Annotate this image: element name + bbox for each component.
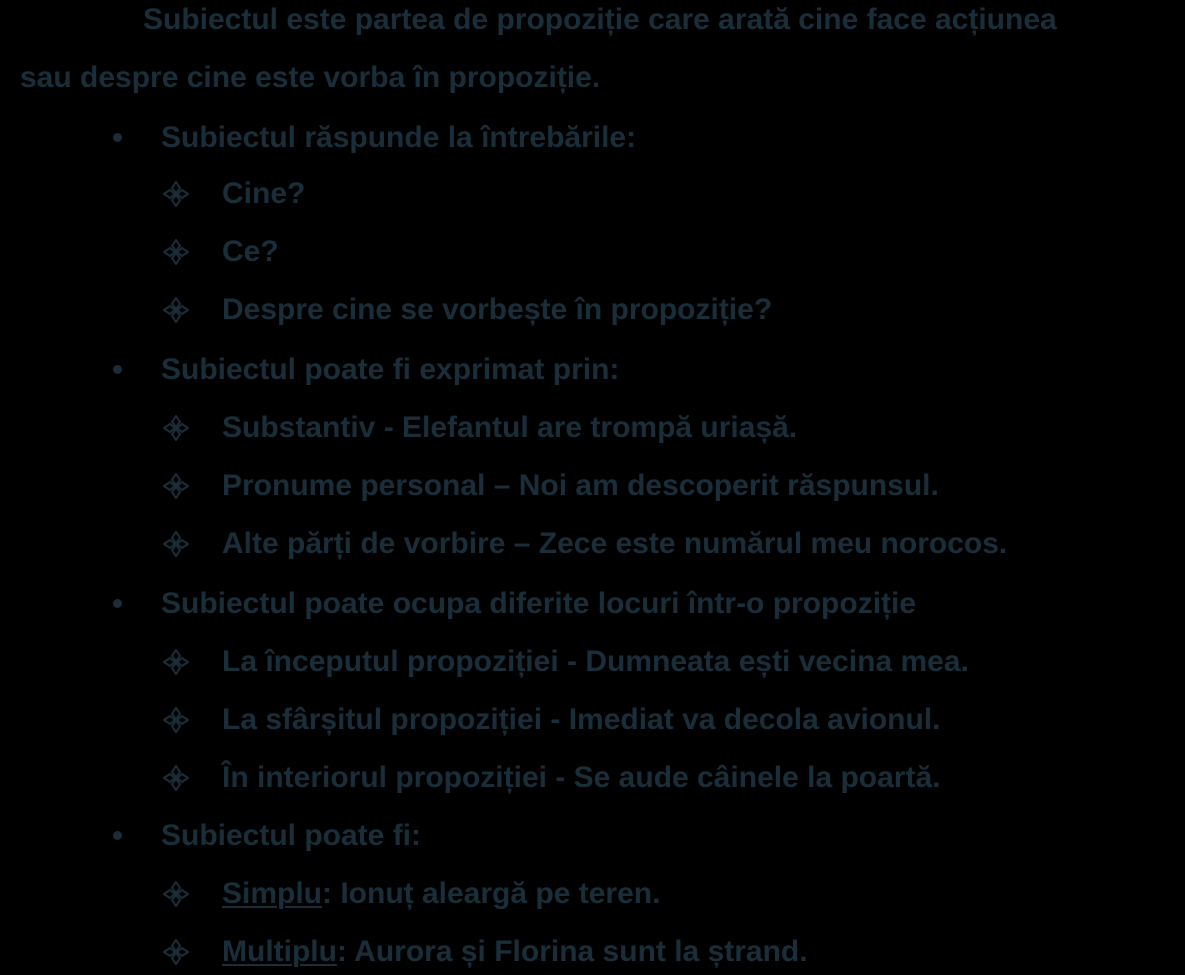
four-diamond-bullet-icon — [163, 881, 189, 907]
four-diamond-bullet-icon — [163, 473, 189, 499]
four-diamond-bullet-icon — [163, 181, 189, 207]
four-diamond-bullet-icon — [163, 939, 189, 965]
list-item: Substantiv - Elefantul are trompă uriașă. — [222, 411, 798, 444]
term-label: Multiplu — [222, 935, 337, 968]
four-diamond-bullet-icon — [163, 649, 189, 675]
round-bullet-icon — [113, 599, 122, 608]
term-example: : Ionuț aleargă pe teren. — [322, 877, 661, 910]
list-item: Cine? — [222, 177, 306, 210]
term-example: : Aurora și Florina sunt la ștrand. — [336, 935, 808, 968]
four-diamond-bullet-icon — [163, 531, 189, 557]
section-heading: Subiectul poate ocupa diferite locuri într-o propoziție — [161, 587, 917, 620]
round-bullet-icon — [113, 365, 122, 374]
list-item: Alte părți de vorbire – Zece este numărul meu norocos. — [222, 527, 1008, 560]
four-diamond-bullet-icon — [163, 765, 189, 791]
list-item — [222, 935, 808, 969]
list-item — [222, 877, 660, 911]
section-heading: Subiectul poate fi: — [161, 819, 422, 852]
intro-line-1: Subiectul este partea de propoziție care arată cine face acțiunea — [143, 3, 1057, 36]
four-diamond-bullet-icon — [163, 415, 189, 441]
four-diamond-bullet-icon — [163, 297, 189, 323]
term-label: Simplu — [222, 877, 323, 910]
round-bullet-icon — [113, 831, 122, 840]
section-heading: Subiectul poate fi exprimat prin: — [161, 353, 620, 386]
list-item: La sfârșitul propoziției - Imediat va decola avionul. — [222, 703, 941, 736]
list-item: Pronume personal – Noi am descoperit răspunsul. — [222, 469, 939, 502]
round-bullet-icon — [113, 133, 122, 142]
intro-line-2: sau despre cine este vorba în propoziție. — [20, 61, 601, 94]
list-item: În interiorul propoziției - Se aude câinele la poartă. — [222, 761, 941, 794]
four-diamond-bullet-icon — [163, 239, 189, 265]
list-item: La începutul propoziției - Dumneata ești vecina mea. — [222, 645, 969, 678]
list-item: Ce? — [222, 235, 279, 268]
section-heading: Subiectul răspunde la întrebările: — [161, 121, 637, 154]
four-diamond-bullet-icon — [163, 707, 189, 733]
list-item: Despre cine se vorbește în propoziție? — [222, 293, 773, 326]
